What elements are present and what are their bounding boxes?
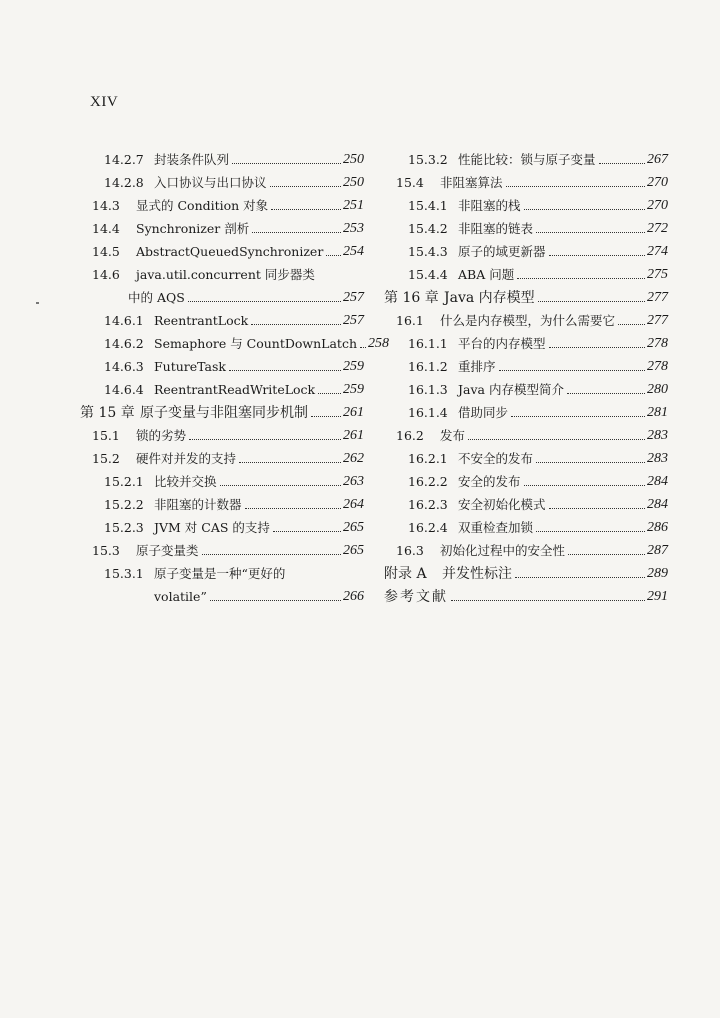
dot-leader [568,554,645,555]
toc-entry-title: 非阻塞的栈 [458,198,521,213]
toc-entry-title: 借助同步 [458,405,509,420]
toc-entry [384,398,668,421]
toc-entry-number: 15.2.3 [104,520,144,535]
toc-entry-title: 安全初始化模式 [458,497,546,512]
toc-entry-title: Java 内存模型简介 [458,382,564,397]
scan-speck [36,302,39,304]
dot-leader [239,462,341,463]
toc-entry-page: 284 [647,474,668,489]
toc-entry-page: 253 [343,221,364,236]
dot-leader [524,209,645,210]
toc-entry-title: 非阻塞的计数器 [154,497,242,512]
toc-entry-title: 不安全的发布 [458,451,534,466]
toc-entry [80,260,364,283]
toc-entry-title: 什么是内存模型，为什么需要它 [440,313,616,328]
toc-entry-page: 274 [647,244,668,259]
dot-leader [311,416,341,417]
toc-entry [80,352,364,375]
toc-left-column [80,145,390,605]
toc-entry-page: 275 [647,267,668,282]
toc-entry-number: 第 16 章 [384,290,439,306]
toc-entry-number: 15.3.2 [408,152,448,167]
toc-entry-number: 15.4.4 [408,267,448,282]
dot-leader [251,324,341,325]
toc-entry-number: 16.2.2 [408,474,448,489]
toc-entry-page: 287 [647,543,668,558]
dot-leader [202,554,341,555]
toc-entry [384,375,668,398]
toc-entry-page: 259 [343,359,364,374]
toc-entry [80,490,364,513]
toc-entry [80,306,364,329]
toc-entry-number: 15.1 [92,428,120,443]
toc-entry-number: 14.6.4 [104,382,144,397]
dot-leader [536,462,645,463]
toc-entry-page: 251 [343,198,364,213]
toc-entry-page: 270 [647,175,668,190]
toc-entry [80,421,364,444]
dot-leader [451,600,645,601]
toc-entry-title: 比较并交换 [154,474,217,489]
toc-entry [80,398,364,421]
toc-entry [384,168,668,191]
dot-leader [360,347,366,348]
dot-leader [252,232,341,233]
toc-entry-title: 原子变量类 [136,543,199,558]
toc-entry [80,283,364,306]
dot-leader [232,163,341,164]
toc-entry [80,444,364,467]
dot-leader [524,485,645,486]
toc-entry-title: 平台的内存模型 [458,336,546,351]
toc-entry-title: Synchronizer 剖析 [136,221,250,236]
toc-entry-page: 278 [647,336,668,351]
toc-entry [80,582,364,605]
toc-entry-title: 发布 [440,428,466,443]
dot-leader [536,232,645,233]
dot-leader [189,439,341,440]
dot-leader [188,301,341,302]
toc-entry-title: volatile” [154,589,207,604]
toc-entry-number: 15.4.2 [408,221,448,236]
toc-entry [384,283,668,306]
toc-entry-title: 安全的发布 [458,474,521,489]
toc-entry [80,168,364,191]
toc-entry-number: 16.2.3 [408,497,448,512]
toc-entry-number: 15.4.3 [408,244,448,259]
toc-entry-page: 280 [647,382,668,397]
toc-entry [80,214,364,237]
toc-entry-number: 14.6.3 [104,359,144,374]
toc-entry [80,559,364,582]
dot-leader [499,370,645,371]
toc-entry-page: 262 [343,451,364,466]
toc-entry-title: FutureTask [154,359,226,374]
toc-entry-number: 附录 A [384,566,427,582]
toc-entry-number: 14.5 [92,244,120,259]
toc-entry-number: 16.1.2 [408,359,448,374]
dot-leader [515,577,645,578]
toc-entry-page: 259 [343,382,364,397]
toc-entry-number: 15.2.1 [104,474,144,489]
toc-entry-title: 原子变量与非阻塞同步机制 [140,405,308,421]
toc-entry-number: 15.2.2 [104,497,144,512]
dot-leader [326,255,341,256]
toc-entry-number: 16.1 [396,313,424,328]
toc-entry-title: 硬件对并发的支持 [136,451,237,466]
dot-leader [318,393,341,394]
toc-entry-page: 291 [647,589,668,604]
toc-entry-page: 257 [343,313,364,328]
toc-entry [384,421,668,444]
toc-entry-page: 265 [343,520,364,535]
toc-entry-page: 272 [647,221,668,236]
toc-entry-number: 14.2.8 [104,175,144,190]
toc-entry [80,329,390,352]
dot-leader [549,508,645,509]
toc-entry-page: 277 [647,290,668,305]
toc-entry-page: 286 [647,520,668,535]
toc-entry [384,237,668,260]
toc-entry-page: 284 [647,497,668,512]
dot-leader [599,163,645,164]
toc-entry-title: java.util.concurrent 同步器类 [136,267,315,282]
toc-entry [384,490,668,513]
toc-entry [384,536,668,559]
dot-leader [549,347,645,348]
toc-entry-page: 270 [647,198,668,213]
toc-entry-number: 16.1.1 [408,336,448,351]
toc-entry-title: 封装条件队列 [154,152,230,167]
toc-entry [80,237,364,260]
toc-entry-number: 14.6.1 [104,313,144,328]
toc-entry-title: Java 内存模型 [444,290,535,306]
toc-entry-number: 16.1.4 [408,405,448,420]
toc-entry-page: 250 [343,152,364,167]
dot-leader [229,370,341,371]
toc-entry-page: 267 [647,152,668,167]
toc-entry-title: 非阻塞算法 [440,175,503,190]
toc-entry [384,467,668,490]
toc-entry-title: 锁的劣势 [136,428,187,443]
toc-entry-title: 显式的 Condition 对象 [136,198,269,213]
dot-leader [538,301,645,302]
toc-entry-page: 254 [343,244,364,259]
toc-entry-number: 14.4 [92,221,120,236]
toc-entry-number: 14.6.2 [104,336,144,351]
toc-entry-title: ReentrantReadWriteLock [154,382,316,397]
toc-entry-number: 16.2.1 [408,451,448,466]
toc-entry-title: Semaphore 与 CountDownLatch [154,336,358,351]
toc-entry-page: 257 [343,290,364,305]
page-number: XIV [90,94,119,110]
toc-entry-title: ABA 问题 [458,267,515,282]
toc-entry-page: 289 [647,566,668,581]
toc-entry-number: 14.3 [92,198,120,213]
toc-entry-number: 16.3 [396,543,424,558]
dot-leader [273,531,341,532]
toc-right-column [384,145,668,605]
toc-entry-page: 261 [343,428,364,443]
toc-entry [80,467,364,490]
toc-entry [384,260,668,283]
toc-entry-number: 15.4.1 [408,198,448,213]
toc-entry-number: 16.2.4 [408,520,448,535]
toc-entry-title: 原子的域更新器 [458,244,546,259]
toc-entry-title: 中的 AQS [128,290,185,305]
toc-entry [384,145,668,168]
dot-leader [549,255,645,256]
dot-leader [270,186,341,187]
toc-entry-number: 15.3 [92,543,120,558]
dot-leader [536,531,645,532]
toc-entry-title: 原子变量是一种“更好的 [154,566,286,581]
dot-leader [517,278,645,279]
toc-entry-title: 初始化过程中的安全性 [440,543,566,558]
toc-entry-page: 278 [647,359,668,374]
toc-entry-page: 250 [343,175,364,190]
toc-entry [384,444,668,467]
toc-entry-number: 14.2.7 [104,152,144,167]
dot-leader [468,439,645,440]
toc-entry-title: 双重检查加锁 [458,520,534,535]
toc-entry-page: 283 [647,451,668,466]
dot-leader [567,393,645,394]
dot-leader [618,324,645,325]
toc-entry-page: 264 [343,497,364,512]
toc-entry [384,191,668,214]
toc-entry-number: 第 15 章 [80,405,135,421]
toc-entry-title: 非阻塞的链表 [458,221,534,236]
toc-entry-page: 263 [343,474,364,489]
toc-entry-page: 277 [647,313,668,328]
toc-entry-title: 入口协议与出口协议 [154,175,267,190]
toc-entry-title: 重排序 [458,359,496,374]
toc-entry-page: 265 [343,543,364,558]
dot-leader [245,508,341,509]
toc-entry-page: 281 [647,405,668,420]
toc-entry-number: 16.2 [396,428,424,443]
toc-entry-title: AbstractQueuedSynchronizer [136,244,324,259]
toc-entry-title: 参考文献 [384,589,448,605]
toc-entry-title: JVM 对 CAS 的支持 [154,520,270,535]
toc-entry-title: 并发性标注 [442,566,512,582]
dot-leader [506,186,645,187]
toc-entry-title: ReentrantLock [154,313,249,328]
toc-entry [80,536,364,559]
toc-entry-title: 性能比较：锁与原子变量 [458,152,596,167]
dot-leader [220,485,341,486]
toc-entry-number: 15.2 [92,451,120,466]
toc-entry [80,513,364,536]
toc-entry [384,329,668,352]
toc-entry [384,582,668,605]
toc-entry [384,306,668,329]
dot-leader [210,600,341,601]
toc-entry [80,145,364,168]
toc-entry [384,214,668,237]
toc-entry-page: 258 [368,336,390,351]
toc-entry-page: 283 [647,428,668,443]
toc-entry-number: 15.3.1 [104,566,144,581]
dot-leader [271,209,341,210]
toc-entry [80,191,364,214]
toc-entry [384,352,668,375]
toc-entry-number: 16.1.3 [408,382,448,397]
toc-entry-number: 14.6 [92,267,120,282]
toc-entry [384,559,668,582]
toc-entry-page: 266 [343,589,364,604]
dot-leader [511,416,645,417]
toc-entry-page: 261 [343,405,364,420]
toc-entry [80,375,364,398]
toc-entry-number: 15.4 [396,175,424,190]
toc-entry [384,513,668,536]
